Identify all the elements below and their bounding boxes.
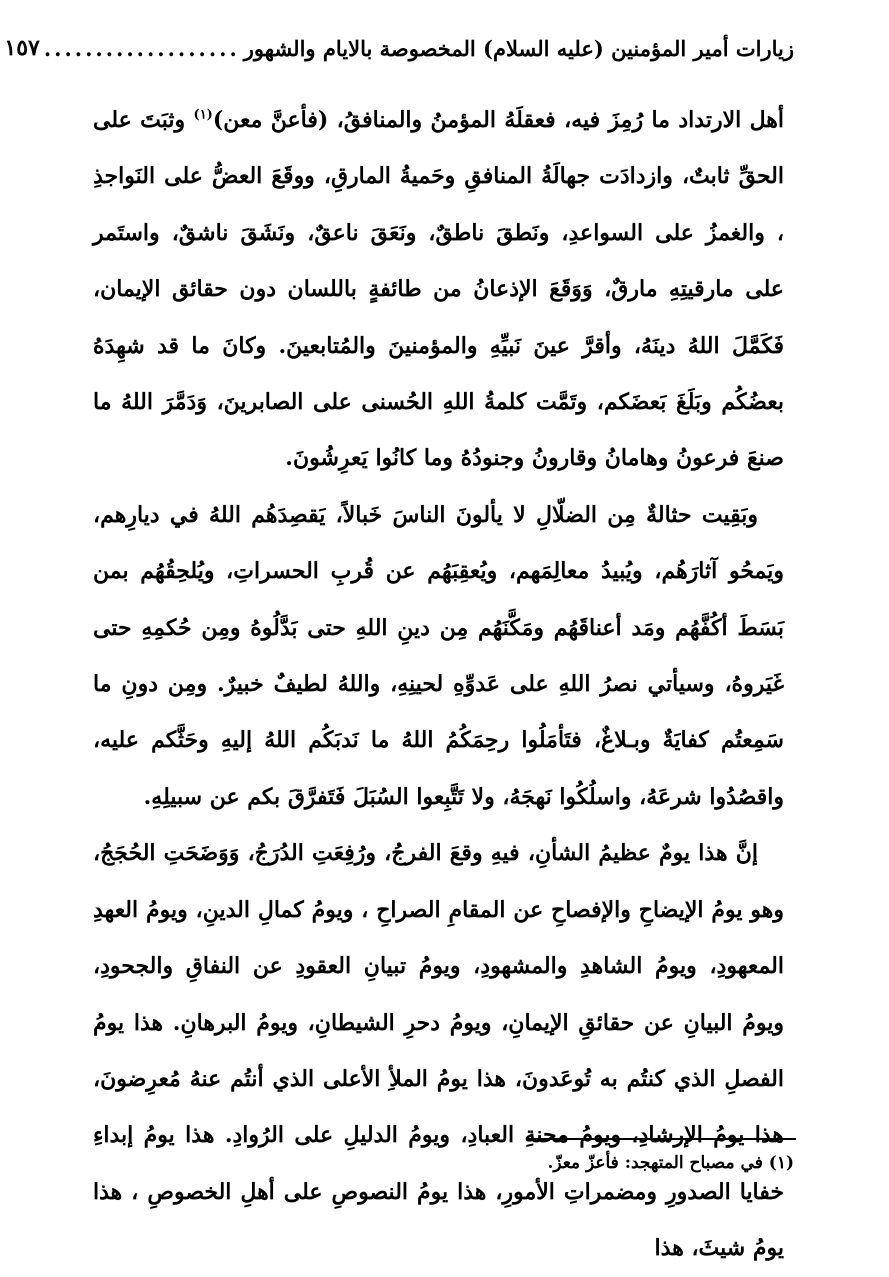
paragraph-1-text-start: أهل الارتداد ما رُمِزَ فيه، فعقلَهُ المؤمنُ والمنافقُ، (فأعنَّ معن): [212, 107, 784, 133]
paragraph-1: [93, 92, 784, 487]
running-header: [4, 30, 794, 66]
paragraph-1-text-end: وثبَتَ على الحقِّ ثابتٌ، وازدادَت جهالَةُ المنافقِ وحَميةُ المارقِ، ووقَعَ العضُّ على النَواجذِ ، والغمزُ على السواعدِ، ونَطقَ ناطقٌ، ونَعَقَ ناعقٌ، ونَشَقَ ناشقٌ، واستَمر على مارقيتِهِ مارقٌ، وَوَقَعَ الإذعانُ من طائفةٍ باللسان دون حقائق الإيمان، فَكَمَّلَ اللهُ دينَهُ، وأقرَّ عينَ نَبيِّهِ والمؤمنينَ والمُتابعينَ. وكانَ ما قد شهِدَهُ بعضُكُم وبَلَغَ بَعضَكم، وتَمَّت كلمةُ اللهِ الحُسنى على الصابرينَ، وَدَمَّرَ اللهُ ما صنعَ فرعونُ وهامانُ وقارونُ وجنودُهُ وما كانُوا يَعرِشُونَ.: [93, 107, 784, 472]
running-title: زيارات أمير المؤمنين (عليه السلام) المخصوصة بالايام والشهور: [243, 35, 794, 61]
footnote-reference: (١): [193, 107, 213, 123]
footnote: (١) في مصباح المتهجد: فأعزّ معزّ.: [547, 1153, 794, 1173]
body-text: [93, 92, 784, 1277]
footnote-divider: [526, 1138, 796, 1140]
page-number: ١٥٧: [4, 35, 40, 61]
paragraph-2: وبَقِيت حثالةٌ مِن الضلّالِ لا يألونَ الناسَ خَبالاً، يَقصِدَهُم اللهُ في ديارِهم، ويَمحُو آثارَهُم، ويُبيدُ معالِمَهم، ويُعقِبَهُم عن قُربِ الحسراتِ، ويُلحِقُهُم بمن بَسَطَ أكُفَّهُم ومَد أعناقَهُم ومَكَّنَهُم مِن دينِ اللهِ حتى بَدَّلُوهُ ومِن حُكمِهِ حتى غَيَروهُ، وسيأتي نصرُ اللهِ على عَدوِّهِ لحينِهِ، واللهُ لطيفٌ خبيرٌ. ومِن دونِ ما سَمِعتُم كفايَةٌ وبـلاغٌ، فتَأمَلُوا رحِمَكُمُ اللهُ ما نَدبَكُم اللهُ إليهِ وحَثَّكم عليه، واقصُدُوا شرعَهُ، واسلُكُوا نَهجَهُ، ولا تَتَّبِعوا السُبَلَ فَتَفرَّقَ بكم عن سبيلِهِ.: [93, 501, 784, 810]
header-leader-dots: ...................: [43, 35, 240, 61]
paragraph-3: إنَّ هذا يومٌ عظيمُ الشأنِ، فيهِ وقعَ الفرجُ، ورُفِعَتِ الدُرَجُ، وَوَضَحَتِ الحُجَجُ، وهو يومُ الإيضاحِ والإفصاحِ عن المقامِ الصراحِ ، ويومُ كمالِ الدينِ، ويومُ العهدِ المعهودِ، ويومُ الشاهدِ والمشهودِ، ويومُ تبيانِ العقودِ عن النفاقِ والجحودِ، ويومُ البيانِ عن حقائقِ الإيمانِ، ويومُ دحرِ الشيطانِ، ويومُ البرهانِ. هذا يومُ الفصلِ الذي كنتُم به تُوعَدونَ، هذا يومُ الملأِ الأعلى الذي أنتُم عنهُ مُعرِضونَ، هذا يومُ الإرشادِ، ويومُ محنةِ العبادِ، ويومُ الدليلِ على الرُوادِ. هذا يومُ إبداءِ خفايا الصدورِ ومضمراتِ الأمورِ، هذا يومُ النصوصِ على أهلِ الخصوصِ ، هذا يومُ شيثَ، هذا: [93, 840, 784, 1262]
